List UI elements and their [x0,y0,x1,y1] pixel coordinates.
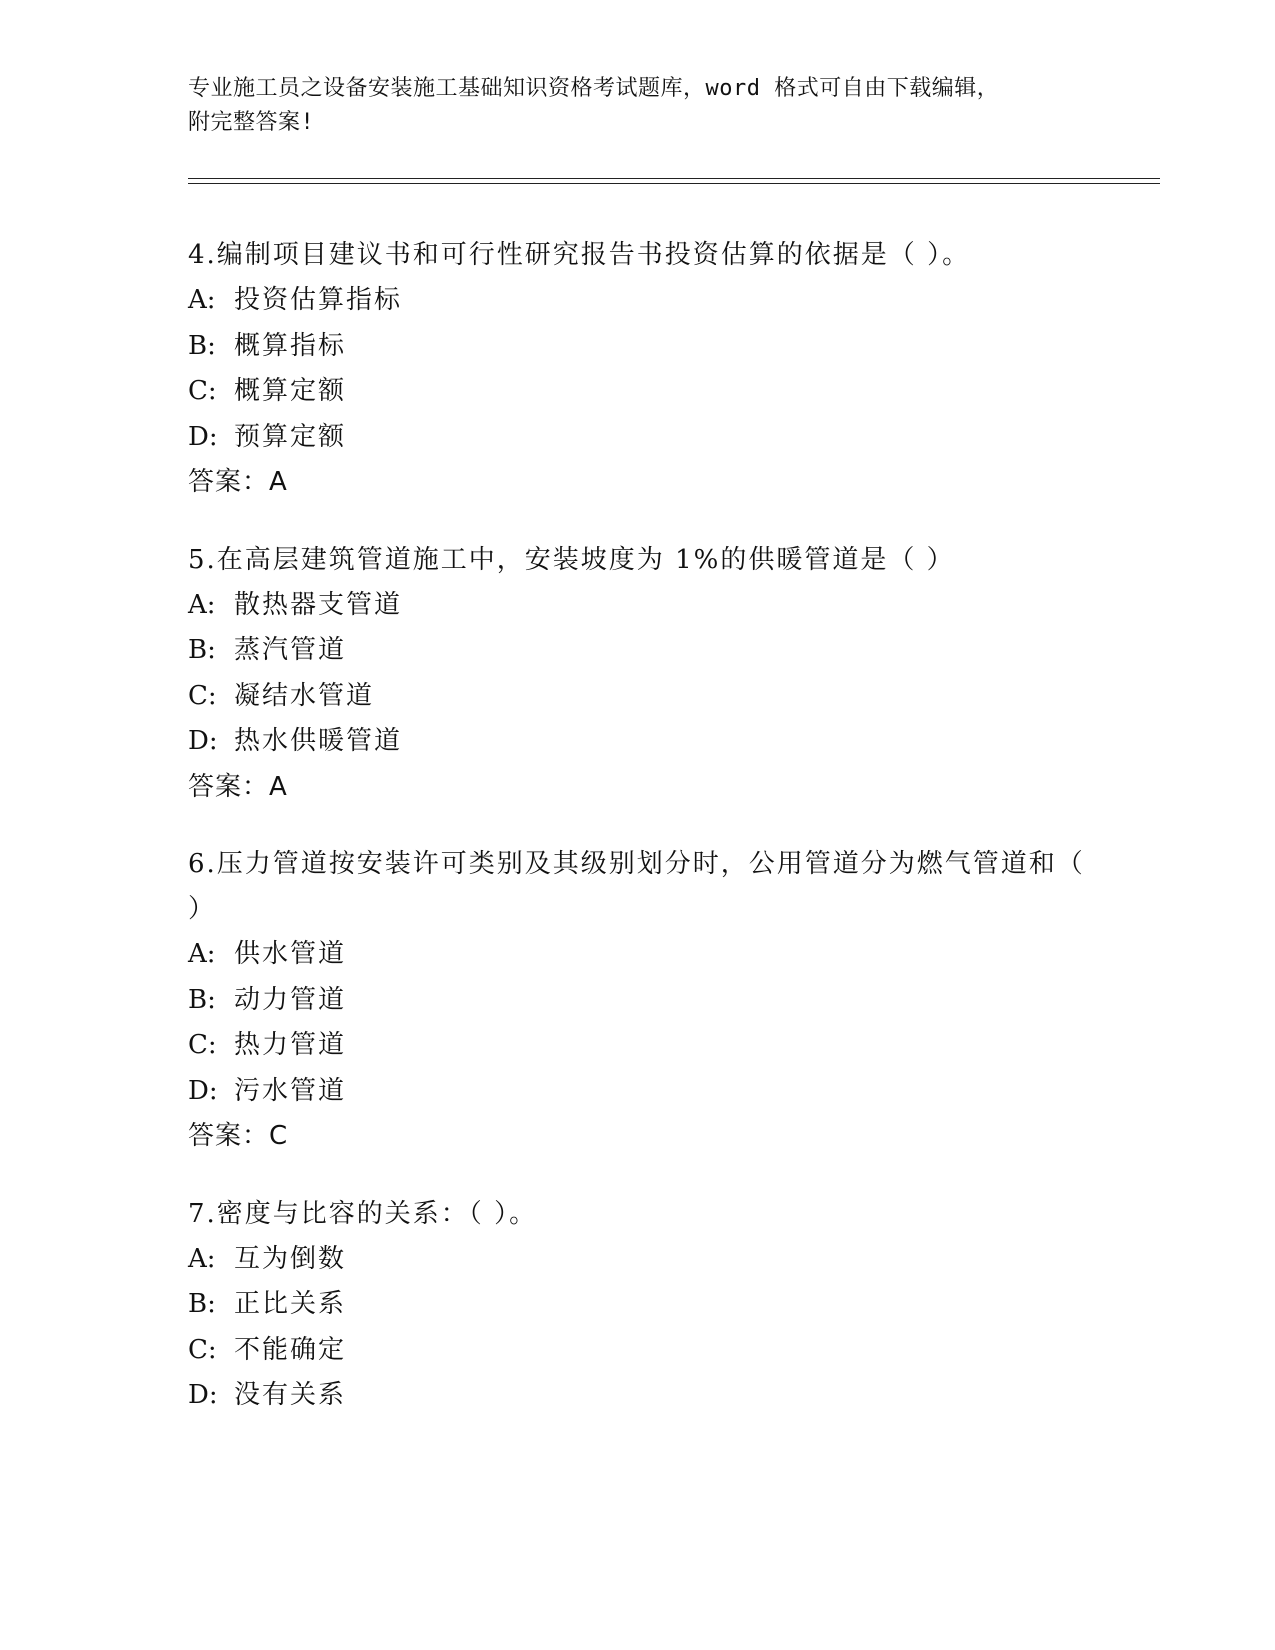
option-text: 污水管道 [234,1075,347,1106]
option-text: 热力管道 [234,1030,347,1060]
question-5 [188,538,1108,811]
header-line-2: 附完整答案! [188,110,315,135]
question-stem: 4.编制项目建议书和可行性研究报告书投资估算的依据是（ ）。 [188,240,971,270]
question-4 [188,233,1108,506]
option-d [188,415,1108,461]
option-d [188,1373,1108,1419]
option-key: A: [188,589,216,620]
option-c [188,1023,1108,1069]
option-key: D: [188,421,218,452]
option-c [188,674,1108,720]
option-text: 互为倒数 [234,1243,347,1274]
option-text: 动力管道 [234,984,347,1015]
option-key: B: [188,635,216,665]
option-key: B: [188,1289,216,1319]
option-c [188,369,1108,415]
answer-line: 答案：A [188,467,288,497]
option-text: 没有关系 [234,1380,347,1410]
option-key: C: [188,1334,217,1365]
option-key: A: [188,285,216,315]
question-stem: 5.在高层建筑管道施工中，安装坡度为 1%的供暖管道是（ ） [188,544,955,575]
option-d [188,1069,1108,1115]
option-text: 正比关系 [234,1289,347,1319]
question-stem: 6.压力管道按安装许可类别及其级别划分时，公用管道分为燃气管道和（ ） [188,849,1085,924]
option-text: 凝结水管道 [234,680,375,711]
option-b [188,324,1108,370]
option-key: D: [188,1380,218,1410]
answer-line: 答案：C [188,1121,289,1151]
option-key: B: [188,330,216,361]
option-b [188,1282,1108,1328]
option-a [188,932,1108,978]
option-text: 预算定额 [234,421,347,452]
option-key: B: [188,984,216,1015]
answer-line: 答案：A [188,771,288,802]
option-b [188,978,1108,1024]
option-text: 蒸汽管道 [234,635,347,665]
option-key: C: [188,376,217,406]
question-6 [188,842,1108,1160]
option-c [188,1328,1108,1374]
option-text: 散热器支管道 [234,589,403,620]
option-key: D: [188,726,218,756]
question-7 [188,1192,1108,1419]
option-text: 概算定额 [234,376,347,406]
option-a [188,278,1108,324]
option-key: A: [188,939,216,969]
question-stem: 7.密度与比容的关系：（ ）。 [188,1198,538,1229]
option-b [188,628,1108,674]
header-divider-bottom [188,183,1160,184]
option-key: C: [188,1030,217,1060]
option-text: 投资估算指标 [234,285,403,315]
option-key: A: [188,1243,216,1274]
option-text: 供水管道 [234,939,347,969]
question-list [188,233,1108,1451]
document-header [188,72,1088,140]
option-a [188,1237,1108,1283]
option-text: 热水供暖管道 [234,726,403,756]
header-line-1: 专业施工员之设备安装施工基础知识资格考试题库，word 格式可自由下载编辑， [188,76,1000,101]
option-key: D: [188,1075,218,1106]
header-divider-top [188,178,1160,179]
option-d [188,719,1108,765]
option-key: C: [188,680,217,711]
option-a [188,583,1108,629]
option-text: 概算指标 [234,330,347,361]
option-text: 不能确定 [234,1334,347,1365]
